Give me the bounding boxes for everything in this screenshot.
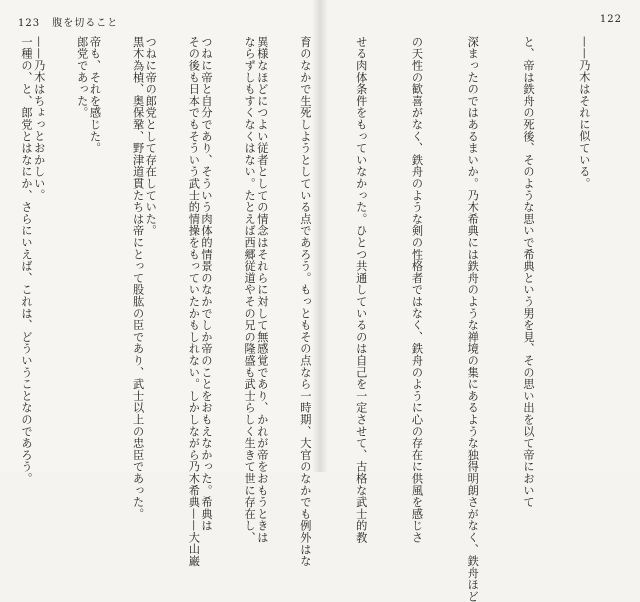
right-page-header — [600, 14, 622, 25]
text-column: 深まったのではあるまいか。乃木希典には鉄舟のような禅境の集にあるような独得明朗さがなく、鉄舟ほど — [466, 36, 480, 602]
text-column: の天性の歓喜がなく、鉄舟のような剣の性格者ではなく、鉄舟のように心の存在に供風を感じさ — [410, 36, 424, 544]
left-page-number: 123 — [18, 18, 41, 29]
text-column: 育のなかで生死しようとしている点であろう。もっともその点なら一時期、大官のなかでも例外はな — [298, 36, 312, 567]
text-column: せる肉体条件をもっていなかった。ひとつ共通しているのは自己を一定させて、古格な武士的教 — [354, 36, 368, 544]
right-page-number: 122 — [599, 14, 622, 25]
text-column: 黒木為楨、奥保鞏、野津道貫たちは帝にとって股肱の臣であり、武士以上の忠臣であった。 — [131, 36, 145, 520]
running-head: 腹を切ること — [52, 18, 119, 29]
book-gutter — [312, 0, 328, 472]
text-column: ——乃木はちょっとおかしい。 — [32, 36, 46, 202]
text-column: ——乃木はそれに似ている。 — [577, 36, 591, 190]
text-column: つねに帝の郎党として存在していた。 — [144, 36, 158, 237]
left-page-header — [18, 14, 118, 29]
text-column: つねに帝と自分であり、そういう肉体的情景のなかでしか帝のことをおもえなかった。希典は — [200, 36, 214, 532]
text-column: ならずしもすくなくはない。たとえば西郷従道やその兄の隆盛も武士らしく生きて世に存在し、 — [243, 36, 257, 544]
text-column: 郎党であった。 — [75, 36, 89, 119]
text-column: 帝も、それを感じた。 — [88, 36, 102, 154]
text-column: その後も日本でもそういう武士的情操をもっていたかもしれない。しかしながら乃木希典——大山巌 — [187, 36, 201, 567]
text-column: 一種の、と、郎党とはなにか、さらにいえば、これは、どういうことなのであろう。 — [20, 36, 33, 485]
text-column: 異様なほどにつよい従者としての情念はそれらに対して無感覚であり、かれが帝をおもうときは — [255, 36, 269, 544]
text-column: と、帝は鉄舟の死後、そのような思いで希典という男を見、その思い出を以て帝において — [522, 36, 536, 508]
